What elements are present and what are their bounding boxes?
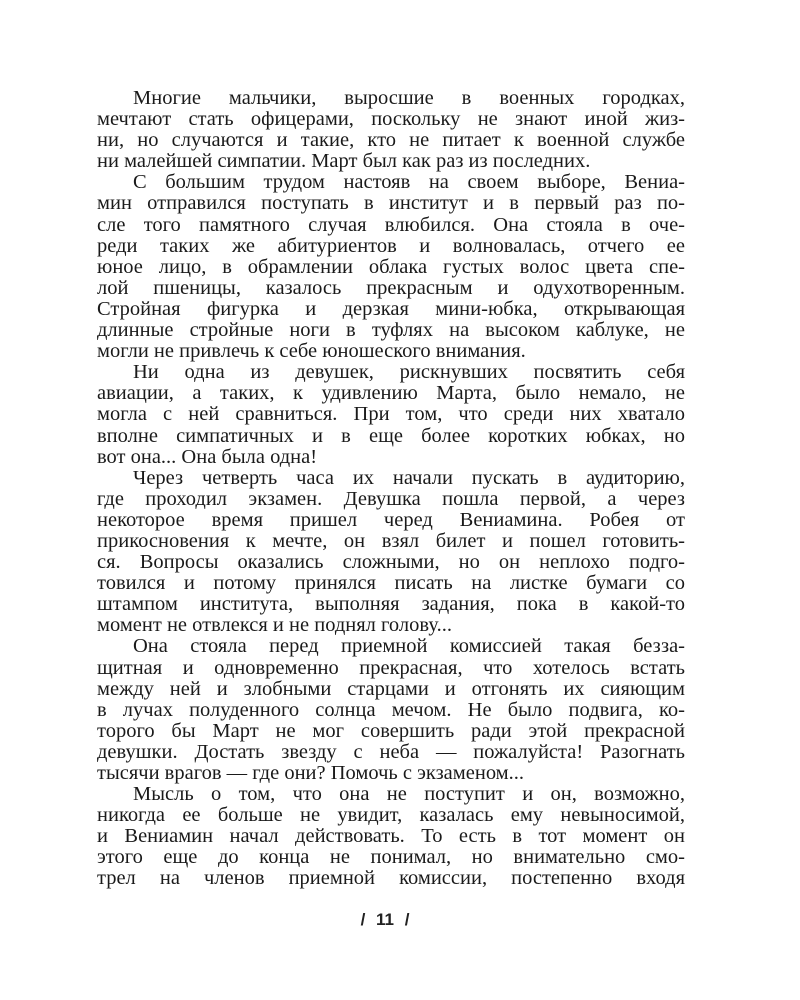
text-line: трел на членов приемной комиссии, постепенно входя: [97, 867, 685, 890]
text-line: торого бы Март не мог совершить ради этой прекрасной: [97, 719, 685, 742]
text-line: штампом института, выполняя задания, пока в какой-то: [97, 593, 685, 616]
text-line: юное лицо, в обрамлении облака густых волос цвета спе-: [97, 255, 685, 278]
text-line: ни, но случаются и такие, кто не питает к военной службе: [97, 129, 685, 152]
text-line: ся. Вопросы оказались сложными, но он неплохо подго-: [97, 551, 685, 574]
text-line: тысячи врагов — где они? Помочь с экзаменом...: [97, 762, 525, 784]
paragraph: [97, 88, 685, 172]
text-line: могла с ней сравниться. При том, что среди них хватало: [97, 403, 685, 426]
text-line: Через четверть часа их начали пускать в аудиторию,: [133, 466, 685, 489]
paragraph: [97, 362, 685, 467]
paragraph: [97, 172, 685, 362]
text-line: никогда ее больше не увидит, казалась ему невыносимой,: [97, 804, 685, 827]
text-line: могли не привлечь к себе юношеского внимания.: [97, 340, 526, 363]
text-line: мечтают стать офицерами, поскольку не знают иной жиз-: [97, 108, 685, 131]
paragraph: [97, 636, 685, 784]
text-line: авиации, а таких, к удивлению Марта, было немало, не: [97, 382, 685, 405]
text-line: мин отправился поступать в институт и в первый раз по-: [97, 192, 685, 215]
text-line: Она стояла перед приемной комиссией такая безза-: [133, 635, 685, 658]
text-line: между ней и злобными старцами и отгонять их сияющим: [97, 677, 685, 700]
text-line: Стройная фигурка и дерзкая мини-юбка, открывающая: [97, 297, 685, 320]
text-line: и Вениамин начал действовать. То есть в тот момент он: [97, 825, 685, 848]
text-line: где проходил экзамен. Девушка пошла первой, а через: [97, 487, 685, 510]
text-line: товился и потому принялся писать на листке бумаги со: [97, 572, 685, 595]
text-line: девушки. Достать звезду с неба — пожалуйста! Разогнать: [97, 740, 685, 763]
text-line: в лучах полуденного солнца мечом. Не было подвига, ко-: [97, 698, 685, 721]
text-line: вполне симпатичных и в еще более коротких юбках, но: [97, 424, 685, 447]
text-line: сле того памятного случая влюбился. Она стояла в оче-: [97, 213, 685, 236]
text-line: лой пшеницы, казалось прекрасным и одухотворенным.: [97, 276, 685, 299]
paragraph: [97, 468, 685, 637]
text-line: реди таких же абитуриентов и волновалась, отчего ее: [97, 234, 685, 257]
text-line: Мысль о том, что она не поступит и он, возможно,: [133, 783, 685, 806]
text-line: длинные стройные ноги в туфлях на высоком каблуке, не: [97, 319, 685, 342]
text-line: С большим трудом настояв на своем выборе, Вениа-: [133, 171, 685, 194]
page-body-text: [97, 88, 685, 890]
text-line: прикосновения к мечте, он взял билет и пошел готовить-: [97, 529, 685, 552]
text-line: Многие мальчики, выросшие в военных городках,: [133, 87, 685, 109]
text-line: Ни одна из девушек, рискнувших посвятить себя: [133, 361, 685, 384]
text-line: щитная и одновременно прекрасная, что хотелось встать: [97, 656, 685, 679]
text-line: момент не отвлекся и не поднял голову...: [97, 614, 452, 637]
text-line: этого еще до конца не понимал, но внимательно смо-: [97, 846, 685, 869]
text-line: ни малейшей симпатии. Март был как раз из последних.: [97, 150, 591, 173]
text-line: вот она... Она была одна!: [97, 445, 318, 468]
text-line: некоторое время пришел черед Вениамина. Робея от: [97, 508, 685, 531]
paragraph: [97, 784, 685, 889]
page-number: / 11 /: [360, 910, 410, 929]
